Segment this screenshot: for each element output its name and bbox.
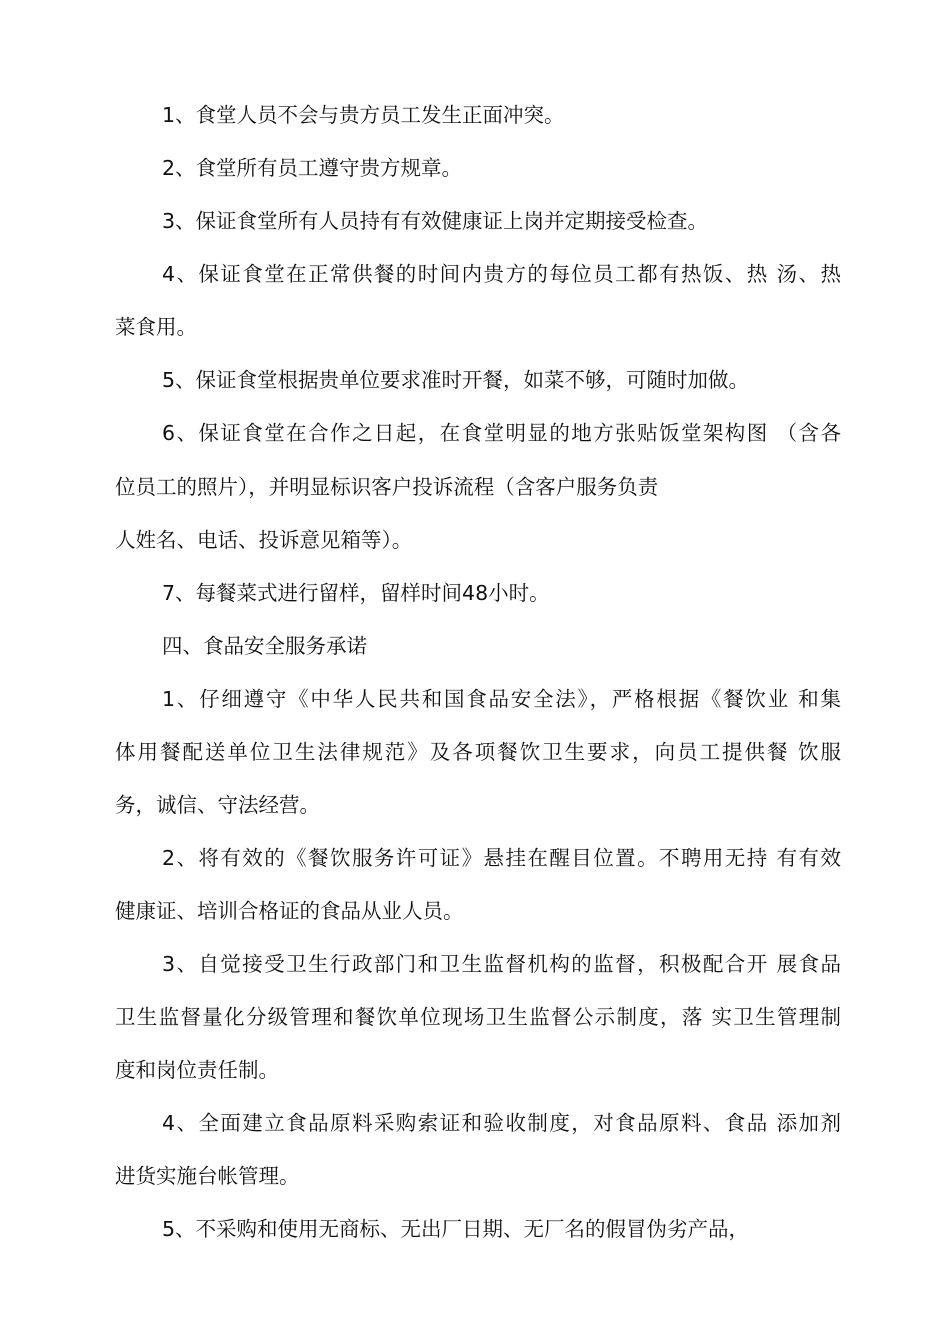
paragraph-line: 卫生监督量化分级管理和餐饮单位现场卫生监督公示制度，落 实卫生管理制	[115, 1005, 841, 1029]
paragraph-line: 度和岗位责任制。	[115, 1058, 279, 1082]
paragraph-line: 务，诚信、守法经营。	[115, 793, 320, 817]
paragraph-line: 3、保证食堂所有人员持有有效健康证上岗并定期接受检查。	[162, 209, 709, 233]
paragraph-line: 6、保证食堂在合作之日起，在食堂明显的地方张贴饭堂架构图 （含各	[162, 421, 841, 445]
paragraph-line: 4、全面建立食品原料采购索证和验收制度，对食品原料、食品 添加剂	[162, 1111, 841, 1135]
paragraph-line: 健康证、培训合格证的食品从业人员。	[115, 899, 464, 923]
paragraph-line: 7、每餐菜式进行留样，留样时间48小时。	[162, 581, 550, 605]
paragraph-line: 菜食用。	[115, 315, 197, 339]
paragraph-line: 进货实施台帐管理。	[115, 1164, 300, 1188]
section-heading: 四、食品安全服务承诺	[162, 634, 367, 658]
paragraph-line: 位员工的照片），并明显标识客户投诉流程（含客户服务负责	[115, 475, 659, 499]
paragraph-line: 5、不采购和使用无商标、无出厂日期、无厂名的假冒伪劣产品，	[162, 1217, 750, 1241]
paragraph-line: 3、自觉接受卫生行政部门和卫生监督机构的监督，积极配合开 展食品	[162, 952, 841, 976]
paragraph-line: 1、食堂人员不会与贵方员工发生正面冲突。	[162, 103, 565, 127]
paragraph-line: 人姓名、电话、投诉意见箱等）。	[115, 528, 413, 552]
paragraph-line: 体用餐配送单位卫生法律规范》及各项餐饮卫生要求，向员工提供餐 饮服	[115, 740, 841, 764]
paragraph-line: 2、将有效的《餐饮服务许可证》悬挂在醒目位置。不聘用无持 有有效	[162, 846, 841, 870]
paragraph-line: 2、食堂所有员工遵守贵方规章。	[162, 156, 463, 180]
paragraph-line: 5、保证食堂根据贵单位要求准时开餐，如菜不够，可随时加做。	[162, 368, 750, 392]
paragraph-line: 1、仔细遵守《中华人民共和国食品安全法》，严格根据《餐饮业 和集	[162, 687, 841, 711]
paragraph-line: 4、保证食堂在正常供餐的时间内贵方的每位员工都有热饭、热 汤、热	[162, 262, 841, 286]
